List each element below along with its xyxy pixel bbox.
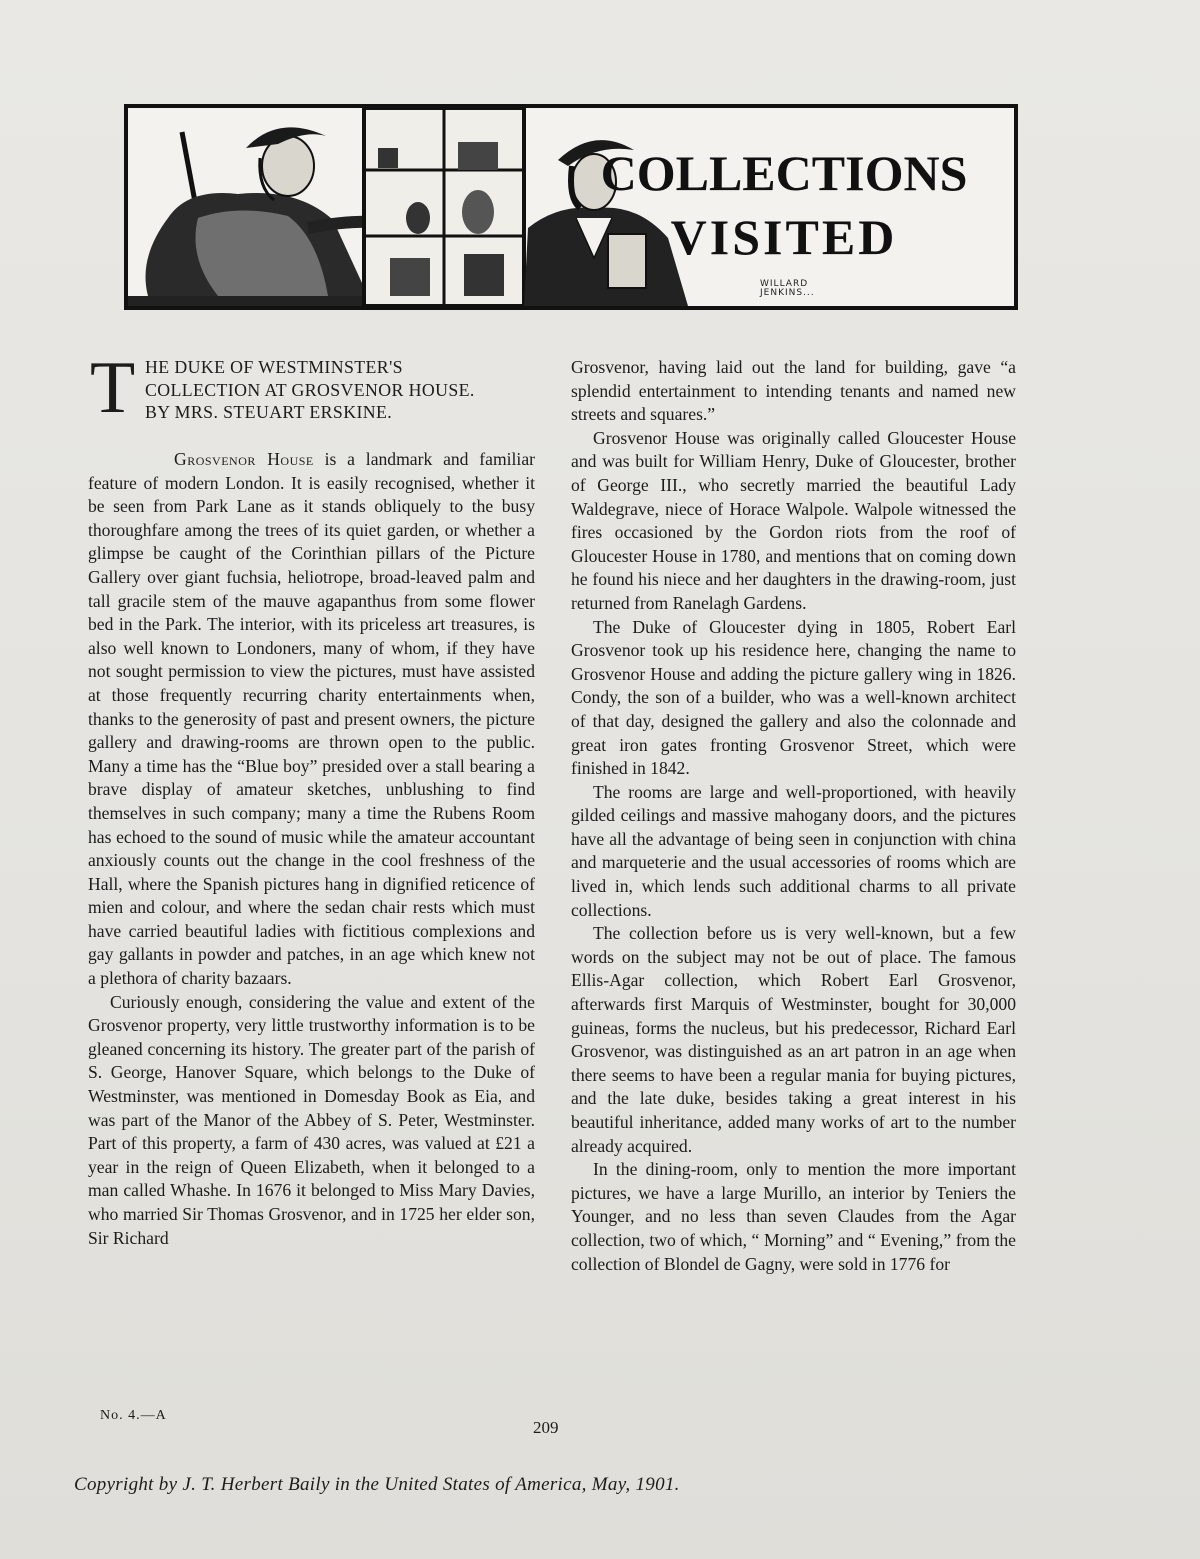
paragraph-right-2: Grosvenor House was originally called Gloucester House and was built for William Henry, Duke of Gloucester, brother of George III., who secretly married the beautiful Lady Waldegrave, niece of Horace Walpole. Walpole witnessed the fires occasioned by the Gordon riots from the roof of Gloucester House in 1780, and mentions that on coming down he found his niece and her daughters in the drawing-room, just returned from Ranelagh Gardens. (571, 427, 1016, 613)
left-column (88, 347, 535, 1250)
banner-title (594, 145, 974, 265)
banner-title-line2: VISITED (670, 209, 898, 265)
banner-title-line1: COLLECTIONS (600, 145, 968, 201)
header-banner (124, 104, 1018, 310)
paragraph-right-5: The collection before us is very well-known, but a few words on the subject may not be out of place. The famous Ellis-Agar collection, which Robert Earl Grosvenor, afterwards first Marquis of Westminster, bought for 30,000 guineas, forms the nucleus, but his predecessor, Richard Earl Grosvenor, was distinguished as an art patron in an age when there seems to have been a regular mania for buying pictures, and the late duke, besides taking a great interest in his beautiful inheritance, added many works of art to the number already acquired. (571, 923, 1016, 1156)
paragraph-right-4: The rooms are large and well-proportioned, with heavily gilded ceilings and massive mahogany doors, and the pictures have all the advantage of being seen in conjunction with china and marqueterie and the usual accessories of rooms which are lived in, which lends such additional charms to all private collections. (571, 781, 1016, 920)
paragraph-left-2: Curiously enough, considering the value and extent of the Grosvenor property, very little trustworthy information is to be gleaned concerning its history. The greater part of the parish of S. George, Hanover Square, which belongs to the Duke of Westminster, was mentioned in Domesday Book as Eia, and was part of the Manor of the Abbey of S. Peter, Westminster. Part of this property, a farm of 430 acres, was valued at £21 a year in the reign of Queen Elizabeth, when it belonged to a man called Whashe. In 1676 it belonged to Miss Mary Davies, who married Sir Thomas Grosvenor, and in 1725 her elder son, Sir Richard (88, 991, 535, 1248)
copyright-line: Copyright by J. T. Herbert Baily in the United States of America, May, 1901. (74, 1474, 680, 1495)
drop-cap: T (90, 347, 136, 429)
title-line-2: COLLECTION AT GROSVENOR HOUSE. (145, 379, 475, 400)
paragraph-right-1: Grosvenor, having laid out the land for building, gave “a splendid entertainment to intending tenants and named new streets and squares.” (571, 357, 1016, 425)
article-title (90, 347, 535, 429)
paragraph-right-3: The Duke of Gloucester dying in 1805, Robert Earl Grosvenor took up his residence here, changing the name to Grosvenor House and adding the picture gallery wing in 1826. Condy, the son of a builder, who was a well-known architect of that day, designed the gallery and also the colonnade and great iron gates fronting Grosvenor Street, which were finished in 1842. (571, 616, 1016, 779)
paragraph-left-1-text: is a landmark and familiar feature of modern London. It is easily recognised, whether it be seen from Park Lane as it stands obliquely to the busy thoroughfare among the trees of its quiet garden, or whether a glimpse be caught of the Corinthian pillars of the Picture Gallery over giant fuchsia, heliotrope, broad-leaved palm and tall gracile stem of the mauve agapanthus from some flower bed in the Park. The interior, with its priceless art treasures, is also well known to Londoners, many of whom, if they have not sought permission to view the pictures, must have assisted at those frequently recurring charity entertainments when, thanks to the generosity of past and present owners, the picture gallery and drawing-rooms are thrown open to the public. Many a time has the “Blue boy” presided over a stall bearing a brave display of amateur sketches, unblushing to find themselves in such company; many a time the Rubens Room has echoed to the sound of music while the amateur accountant anxiously counts out the change in the cool freshness of the Hall, where the Spanish pictures hang in dignified reticence of mien and colour, and where the sedan chair rests which must have carried beautiful ladies with fictitious complexions and gay gallants in powder and patches, in an age which knew not a plethora of charity bazaars. (88, 449, 535, 989)
lead-small-caps: Grosvenor House (174, 449, 314, 469)
right-column (571, 356, 1016, 1276)
artist-signature (760, 280, 815, 298)
paragraph-left-1 (88, 448, 535, 991)
signature-line2: JENKINS... (760, 288, 815, 298)
page-number: 209 (533, 1418, 559, 1437)
title-line-3: BY MRS. STEUART ERSKINE. (145, 402, 393, 422)
paragraph-right-6: In the dining-room, only to mention the more important pictures, we have a large Murillo, an interior by Teniers the Younger, and no less than seven Claudes from the Agar collection, two of which, “ Morning” and “ Evening,” from the collection of Blondel de Gagny, were sold in 1776 for (571, 1159, 1016, 1274)
signature-mark: No. 4.—A (100, 1408, 167, 1423)
signature-line1: WILLARD (760, 279, 809, 289)
title-line-1: HE DUKE OF WESTMINSTER'S (145, 357, 403, 377)
